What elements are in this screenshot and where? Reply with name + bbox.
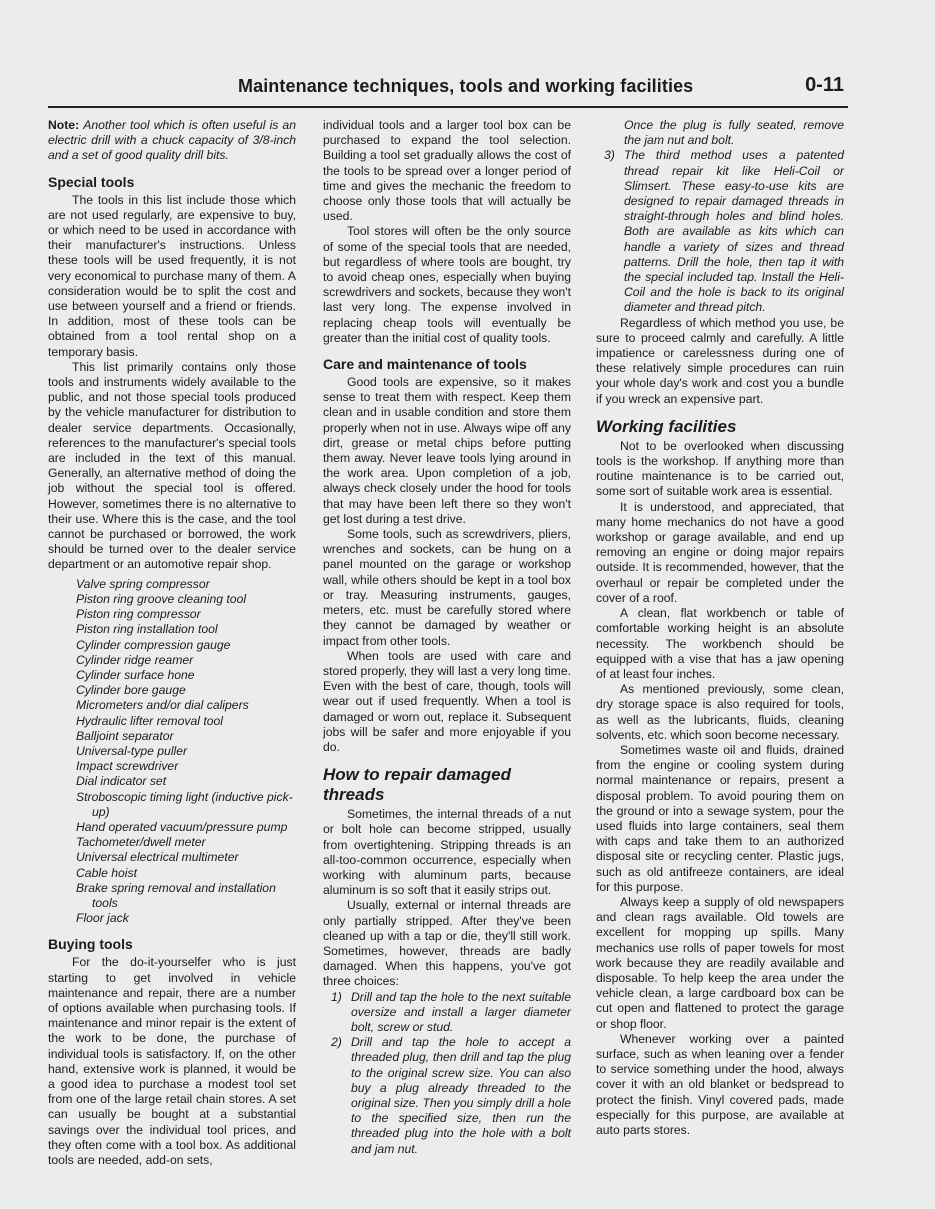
list-item: Dial indicator set xyxy=(76,774,167,789)
paragraph: Sometimes, the internal threads of a nut or bolt hole can become stripped, usually from overtightening. Stripping threads is an all-too-common occurrence, especially when working with aluminum parts, because aluminum is so soft that it easily strips out. xyxy=(323,807,571,898)
list-item: Balljoint separator xyxy=(76,728,174,743)
list-item xyxy=(596,148,844,315)
page-number: 0-11 xyxy=(805,74,844,96)
list-item: Cylinder bore gauge xyxy=(76,683,186,698)
paragraph: This list primarily contains only those tools and instruments widely available to the public, and not those special tools produced by the vehicle manufacturer for distribution to dealer service departments. Occasionally, references to the manufacturer's special tools are included in the text of this manual. Generally, an alternative method of doing the job without the special tool is offered. However, sometimes there is no alternative to their use. Where this is the case, and the tool cannot be purchased or borrowed, the work should be turned over to the dealer service department or an automotive repair shop. xyxy=(48,359,296,572)
list-item: Impact screwdriver xyxy=(76,759,179,774)
list-item: Piston ring installation tool xyxy=(76,622,218,637)
paragraph: Always keep a supply of old newspapers and clean rags available. Old towels are excellent for mopping up spills. Many mechanics use rolls of paper towels for most work because they are readily available and disposable. To help keep the area under the vehicle clean, a large cardboard box can be cut open and flattened to protect the garage or shop floor. xyxy=(596,894,844,1031)
paragraph: A clean, flat workbench or table of comfortable working height is an absolute necessity. The workbench should be equipped with a vise that has a jaw opening of at least four inches. xyxy=(596,606,844,681)
list-item xyxy=(323,990,571,1036)
repair-steps-list xyxy=(323,990,571,1157)
repair-threads-heading: How to repair damaged threads xyxy=(323,765,511,805)
buying-tools-heading: Buying tools xyxy=(48,936,133,953)
paragraph: Some tools, such as screwdrivers, pliers, wrenches and sockets, can be hung on a panel mounted on the garage or workshop wall, while others should be kept in a tool box or tray. Measuring instruments, gauges, meters, etc. must be carefully stored where they cannot be damaged by weather or impact from other tools. xyxy=(323,527,571,648)
paragraph: Usually, external or internal threads are only partially stripped. After they've been cleaned up with a tap or die, they'll still work. Sometimes, however, threads are badly damaged. When this happens, you've got three choices: xyxy=(323,898,571,989)
column-3 xyxy=(596,118,844,1138)
paragraph: Tool stores will often be the only source of some of the special tools that are needed, but regardless of where tools are bought, try to avoid cheap ones, especially when buying screwdrivers and sockets, because they won't last very long. The expense involved in replacing cheap tools will eventually be greater than the initial cost of quality tools. xyxy=(323,224,571,345)
list-item: Floor jack xyxy=(76,911,129,926)
step-number: 2) xyxy=(331,1035,342,1050)
column-1 xyxy=(48,118,296,1168)
list-item: Cylinder ridge reamer xyxy=(76,652,194,667)
paragraph: As mentioned previously, some clean, dry storage space is also required for tools, as well as the lubricants, fluids, cleaning solvents, etc. which soon become necessary. xyxy=(596,682,844,742)
paragraph: individual tools and a larger tool box can be purchased to expand the tool selection. Building a tool set gradually allows the cost of the tools to be spread over a longer period of time and gives the mechanic the freedom to choose only those tools that will actually be used. xyxy=(323,118,571,224)
list-item: Piston ring compressor xyxy=(76,607,201,622)
paragraph: Regardless of which method you use, be sure to proceed calmly and carefully. A little impatience or carelessness during one of these relatively simple procedures can ruin your whole day's work and cost you a bundle if you wreck an expensive part. xyxy=(596,315,844,406)
working-facilities-heading: Working facilities xyxy=(596,416,737,436)
paragraph: It is understood, and appreciated, that many home mechanics do not have a good workshop or garage available, and end up removing an engine or doing major repairs outside. It is recommended, however, that the overhaul or repair be completed under the cover of a roof. xyxy=(596,499,844,605)
column-2 xyxy=(323,118,571,1157)
list-item: Universal electrical multimeter xyxy=(76,850,239,865)
repair-steps-list-cont xyxy=(596,148,844,315)
list-item: Stroboscopic timing light (inductive pick-up) xyxy=(76,789,293,819)
step-text: The third method uses a patented thread repair kit like Heli-Coil or Slimsert. These easy-to-use kits are designed to repair damaged threads in straight-through holes and blind holes. Both are available as kits which can handle a variety of sizes and thread patterns. Drill the hole, then tap it with the special included tap. Install the Heli-Coil and the hole is back to its original diameter and thread pitch. xyxy=(624,148,844,315)
care-heading: Care and maintenance of tools xyxy=(323,356,527,373)
list-item xyxy=(323,1035,571,1157)
page-title: Maintenance techniques, tools and working facilities xyxy=(238,76,694,96)
paragraph: Not to be overlooked when discussing tools is the workshop. If anything more than routine maintenance is to be carried out, some sort of suitable work area is essential. xyxy=(596,438,844,499)
note-label: Note: xyxy=(48,118,80,132)
list-item: Tachometer/dwell meter xyxy=(76,835,206,850)
step-text: Drill and tap the hole to accept a threaded plug, then drill and tap the plug to the original screw size. You can also buy a plug already threaded to the original size. Then you simply drill a hole to the specified size, then run the threaded plug into the hole with a bolt and jam nut. xyxy=(351,1035,571,1156)
list-item: Universal-type puller xyxy=(76,743,188,758)
paragraph: Good tools are expensive, so it makes sense to treat them with respect. Keep them clean and in usable condition and store them properly when not in use. Always wipe off any dirt, grease or metal chips before putting them away. Never leave tools lying around in the work area. Upon completion of a job, always check closely under the hood for tools that may have been left there so they won't get lost during a test drive. xyxy=(323,375,571,526)
step-continuation: Once the plug is fully seated, remove the jam nut and bolt. xyxy=(624,118,844,148)
list-item: Hand operated vacuum/pressure pump xyxy=(76,819,288,834)
list-item: Hydraulic lifter removal tool xyxy=(76,713,223,728)
paragraph: Sometimes waste oil and fluids, drained from the engine or cooling system during normal maintenance or repairs, present a disposal problem. To avoid pouring them on the ground or into a sewage system, pour the used fluids into large containers, seal them with caps and take them to an authorized disposal site or recycling center. Plastic jugs, such as old antifreeze containers, are ideal for this purpose. xyxy=(596,742,844,894)
step-number: 1) xyxy=(331,989,342,1004)
paragraph: The tools in this list include those which are not used regularly, are expensive to buy, or which need to be used in accordance with their manufacturer's instructions. Unless these tools will be used frequently, it is not very economical to purchase many of them. A consideration would be to split the cost and use between yourself and a friend or friends. In addition, most of these tools can be obtained from a tool rental shop on a temporary basis. xyxy=(48,192,296,359)
list-item: Brake spring removal and installation tools xyxy=(76,880,276,910)
list-item: Cable hoist xyxy=(76,865,137,880)
special-tools-list xyxy=(76,577,296,927)
special-tools-heading: Special tools xyxy=(48,173,135,190)
list-item: Piston ring groove cleaning tool xyxy=(76,591,247,606)
note-paragraph xyxy=(48,118,296,164)
list-item: Cylinder surface hone xyxy=(76,667,195,682)
list-item: Micrometers and/or dial calipers xyxy=(76,698,249,713)
paragraph: For the do-it-yourselfer who is just starting to get involved in vehicle maintenance and repair, there are a number of options available when purchasing tools. If maintenance and minor repair is the extent of the work to be done, the purchase of individual tools is satisfactory. If, on the other hand, extensive work is planned, it would be a good idea to purchase a modest tool set from one of the large retail chain stores. A set can usually be bought at a substantial savings over the individual tool prices, and they often come with a tool box. As additional tools are needed, add-on sets, xyxy=(48,955,296,1167)
list-item: Valve spring compressor xyxy=(76,576,210,591)
step-text: Drill and tap the hole to the next suitable oversize and install a larger diameter bolt, screw or stud. xyxy=(351,989,571,1034)
list-item: Cylinder compression gauge xyxy=(76,637,231,652)
paragraph: Whenever working over a painted surface, such as when leaning over a fender to service something under the hood, always cover it with an old blanket or bedspread to protect the finish. Vinyl covered pads, made especially for this purpose, are available at auto parts stores. xyxy=(596,1031,844,1137)
page-header xyxy=(48,70,848,108)
paragraph: When tools are used with care and stored properly, they will last a very long time. Even with the best of care, though, tools will wear out if used frequently. When a tool is damaged or worn out, replace it. Subsequent jobs will be safer and more enjoyable if you do. xyxy=(323,648,571,754)
step-number: 3) xyxy=(604,148,615,163)
note-text: Another tool which is often useful is an electric drill with a chuck capacity of 3/8-inch and a set of good quality drill bits. xyxy=(48,118,296,163)
